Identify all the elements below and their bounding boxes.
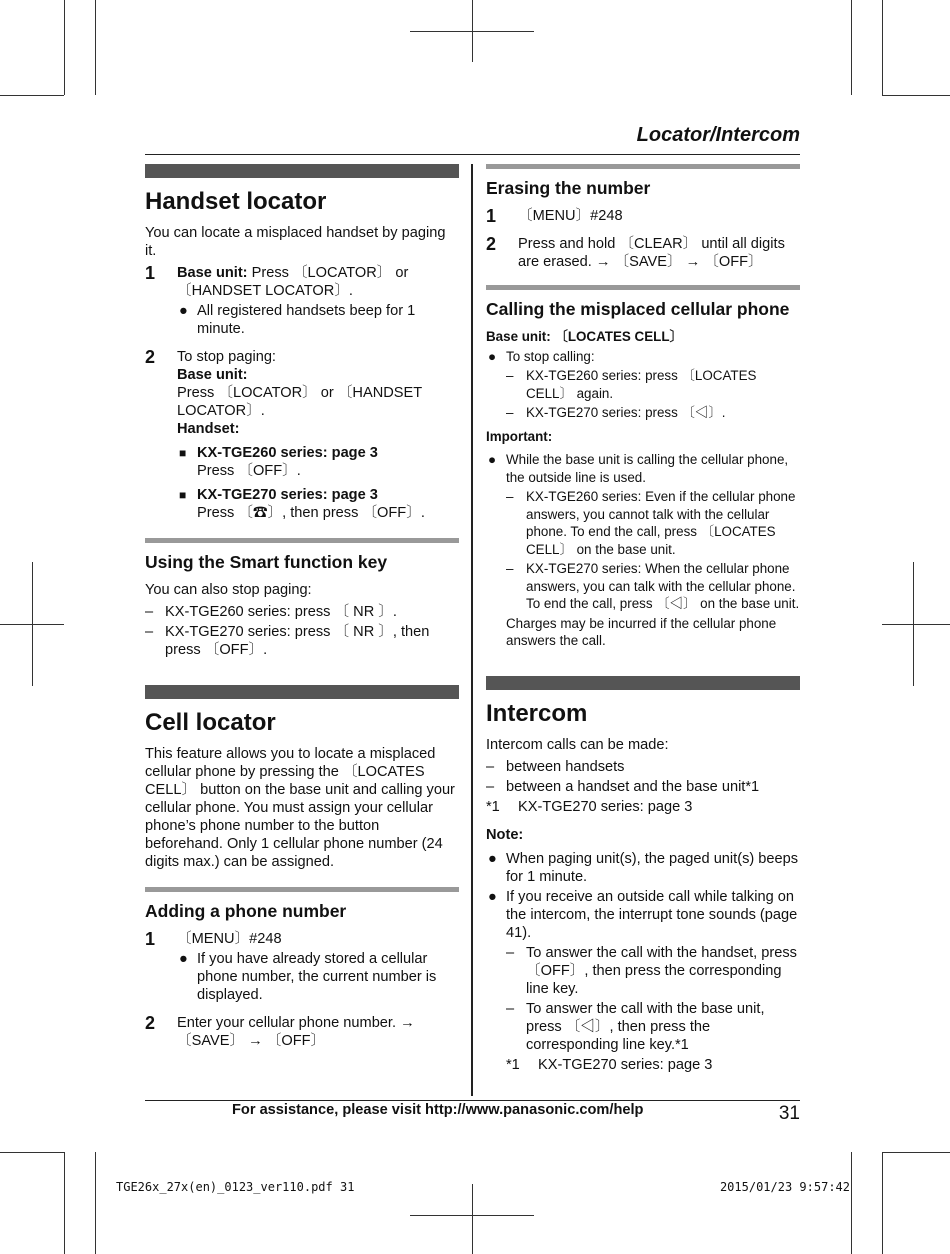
dash-text: between handsets <box>506 758 625 775</box>
footnote <box>506 1056 800 1074</box>
smart-key-title: Using the Smart function key <box>145 552 388 572</box>
step-1 <box>145 264 459 338</box>
series-title: KX-TGE260 series: page 3 <box>197 445 378 461</box>
dash-text: KX-TGE260 series: press 〔LOCATES CELL〕 again. <box>526 368 757 401</box>
step-text: Press 〔LOCATOR〕 or 〔HANDSET LOCATOR〕. <box>177 265 409 299</box>
dash-text: between a handset and the base unit*1 <box>506 778 760 795</box>
crop-mark <box>64 1152 65 1254</box>
dash-item: – between a handset and the base unit*1 <box>486 778 760 795</box>
footnote-text: KX-TGE270 series: page 3 <box>538 1056 713 1073</box>
crop-mark <box>882 0 883 95</box>
intercom-intro: Intercom calls can be made: <box>486 736 669 753</box>
crop-mark <box>95 0 96 95</box>
section-bar <box>145 685 459 699</box>
step-number: 1 <box>145 929 156 949</box>
base-unit-line: Base unit: 〔LOCATES CELL〕 <box>486 329 683 344</box>
dash-item: – KX-TGE260 series: Even if the cellular phone answers, you cannot talk with the cellular phone. To end the call, press 〔LOCATES CELL〕 on the base unit. <box>506 489 796 557</box>
dash-text: KX-TGE270 series: press 〔◁〕. <box>526 405 726 420</box>
crop-mark <box>0 1152 64 1153</box>
print-file-name: TGE26x_27x(en)_0123_ver110.pdf 31 <box>116 1180 355 1194</box>
smart-key-intro: You can also stop paging: <box>145 582 312 598</box>
crop-mark <box>0 624 64 625</box>
subsection-rule <box>486 164 800 169</box>
right-column <box>486 164 800 1074</box>
step-number: 2 <box>145 1013 156 1033</box>
section-bar <box>486 676 800 690</box>
dash-text: KX-TGE260 series: press 〔 NR 〕. <box>165 604 397 620</box>
important-label: Important: <box>486 428 553 444</box>
step-number: 1 <box>486 206 497 226</box>
crop-mark <box>472 1184 473 1254</box>
crop-mark <box>95 1152 96 1254</box>
dash-item: – KX-TGE260 series: press 〔LOCATES CELL〕 again. <box>506 368 757 401</box>
bullet-text: All registered handsets beep for 1 minute. <box>197 303 416 337</box>
step-text: Enter your cellular phone number. → 〔SAVE〕 → 〔OFF〕 <box>177 1015 415 1049</box>
bullet-item: ● When paging unit(s), the paged unit(s) beeps for 1 minute. <box>488 850 799 885</box>
step-1 <box>145 930 459 1004</box>
base-unit-label: Base unit: <box>177 367 248 383</box>
charges-note: Charges may be incurred if the cellular phone answers the call. <box>506 615 777 648</box>
crop-mark <box>851 1152 852 1254</box>
base-unit-text: Press 〔LOCATOR〕 or 〔HANDSET LOCATOR〕. <box>177 385 422 419</box>
dash-text: To answer the call with the handset, press 〔OFF〕, then press the corresponding line key. <box>526 944 797 997</box>
print-timestamp: 2015/01/23 9:57:42 <box>719 1180 850 1194</box>
footnote <box>486 798 800 816</box>
series-text: Press 〔OFF〕. <box>197 463 301 479</box>
step-lead: Base unit: <box>177 265 248 281</box>
step-text: To stop paging: <box>177 349 276 365</box>
note-label: Note: <box>486 826 524 843</box>
step-text: Press and hold 〔CLEAR〕 until all digits are erased. → 〔SAVE〕 → 〔OFF〕 <box>518 236 785 270</box>
crop-mark <box>882 1152 883 1254</box>
subsection-rule <box>145 887 459 892</box>
intercom-title: Intercom <box>486 699 588 727</box>
dash-item: – between handsets <box>486 758 625 775</box>
bullet-text: When paging unit(s), the paged unit(s) beeps for 1 minute. <box>506 850 799 885</box>
calling-title: Calling the misplaced cellular phone <box>486 299 790 319</box>
erasing-title: Erasing the number <box>486 178 651 198</box>
cell-locator-text: This feature allows you to locate a misplaced cellular phone by pressing the 〔LOCATES CELL〕 button on the base unit and calling your cellular phone. You must assign your cellular phone’s phone number to the button beforehand. Only 1 cellular phone number (24 digits max.) can be assigned. <box>145 746 455 870</box>
step-number: 2 <box>145 347 156 367</box>
footnote-mark: *1 <box>506 1056 520 1073</box>
series-text: Press 〔☎〕, then press 〔OFF〕. <box>197 505 425 521</box>
crop-mark <box>410 31 534 32</box>
page-header-title: Locator/Intercom <box>636 124 800 146</box>
crop-mark <box>851 0 852 95</box>
handset-locator-intro: You can locate a misplaced handset by paging it. <box>145 225 446 259</box>
step-2 <box>145 1014 459 1050</box>
footer-rule <box>145 1100 800 1101</box>
step-number: 2 <box>486 234 497 254</box>
dash-item: – KX-TGE270 series: press 〔 NR 〕, then press 〔OFF〕. <box>145 624 430 658</box>
dash-item: – KX-TGE260 series: press 〔 NR 〕. <box>145 604 397 620</box>
crop-mark <box>0 95 64 96</box>
bullet-item: ● While the base unit is calling the cellular phone, the outside line is used. <box>488 452 789 485</box>
crop-mark <box>882 624 950 625</box>
dash-item: – To answer the call with the base unit, press 〔◁〕, then press the corresponding line key.*1 <box>506 1000 765 1053</box>
step-2 <box>145 348 459 522</box>
step-text: 〔MENU〕#248 <box>518 208 623 224</box>
step-1 <box>486 207 800 225</box>
bullet-item: ● To stop calling: <box>488 348 595 364</box>
step-number: 1 <box>145 263 156 283</box>
bullet-item: ● All registered handsets beep for 1 minute. <box>179 303 416 337</box>
dash-item: – KX-TGE270 series: press 〔◁〕. <box>506 405 726 420</box>
subsection-rule <box>486 285 800 290</box>
bullet-text: If you receive an outside call while talking on the intercom, the interrupt tone sounds (page 41). <box>506 888 798 941</box>
bullet-item: ● If you receive an outside call while talking on the intercom, the interrupt tone sounds (page 41). <box>488 888 798 941</box>
adding-title: Adding a phone number <box>145 901 347 921</box>
left-column <box>145 164 459 1060</box>
crop-mark <box>882 1152 950 1153</box>
step-2 <box>486 235 800 271</box>
dash-text: KX-TGE260 series: Even if the cellular phone answers, you cannot talk with the cellular phone. To end the call, press 〔LOCATES CELL〕 on the base unit. <box>526 489 796 557</box>
series-item: ■ KX-TGE260 series: page 3 <box>179 445 378 461</box>
crop-mark <box>410 1215 534 1216</box>
bullet-text: To stop calling: <box>506 348 595 364</box>
step-text: 〔MENU〕#248 <box>177 931 282 947</box>
dash-item: – KX-TGE270 series: When the cellular phone answers, you can talk with the cellular phone. To end the call, press 〔◁〕 on the base unit. <box>506 561 800 611</box>
bullet-text: If you have already stored a cellular phone number, the current number is displayed. <box>197 951 437 1003</box>
cell-locator-title: Cell locator <box>145 709 276 736</box>
dash-item: – To answer the call with the handset, press 〔OFF〕, then press the corresponding line key. <box>506 944 797 997</box>
crop-mark <box>64 0 65 95</box>
bullet-item: ● If you have already stored a cellular phone number, the current number is displayed. <box>179 951 437 1003</box>
crop-mark <box>882 95 950 96</box>
series-item: ■ KX-TGE270 series: page 3 <box>179 487 378 503</box>
section-bar <box>145 164 459 178</box>
dash-text: To answer the call with the base unit, press 〔◁〕, then press the corresponding line key.*1 <box>526 1000 765 1053</box>
column-divider <box>471 164 473 1096</box>
handset-locator-title: Handset locator <box>145 188 327 215</box>
subsection-rule <box>145 538 459 543</box>
footnote-text: KX-TGE270 series: page 3 <box>518 798 693 815</box>
footer-help-text: For assistance, please visit http://www.panasonic.com/help <box>232 1102 644 1118</box>
bullet-text: While the base unit is calling the cellular phone, the outside line is used. <box>506 452 789 485</box>
page-number: 31 <box>778 1103 800 1124</box>
header-rule <box>145 154 800 155</box>
dash-text: KX-TGE270 series: press 〔 NR 〕, then press 〔OFF〕. <box>165 624 430 658</box>
footnote-mark: *1 <box>486 798 500 815</box>
series-title: KX-TGE270 series: page 3 <box>197 487 378 503</box>
handset-label: Handset: <box>177 421 240 437</box>
dash-text: KX-TGE270 series: When the cellular phone answers, you can talk with the cellular phone. To end the call, press 〔◁〕 on the base unit. <box>526 561 800 611</box>
